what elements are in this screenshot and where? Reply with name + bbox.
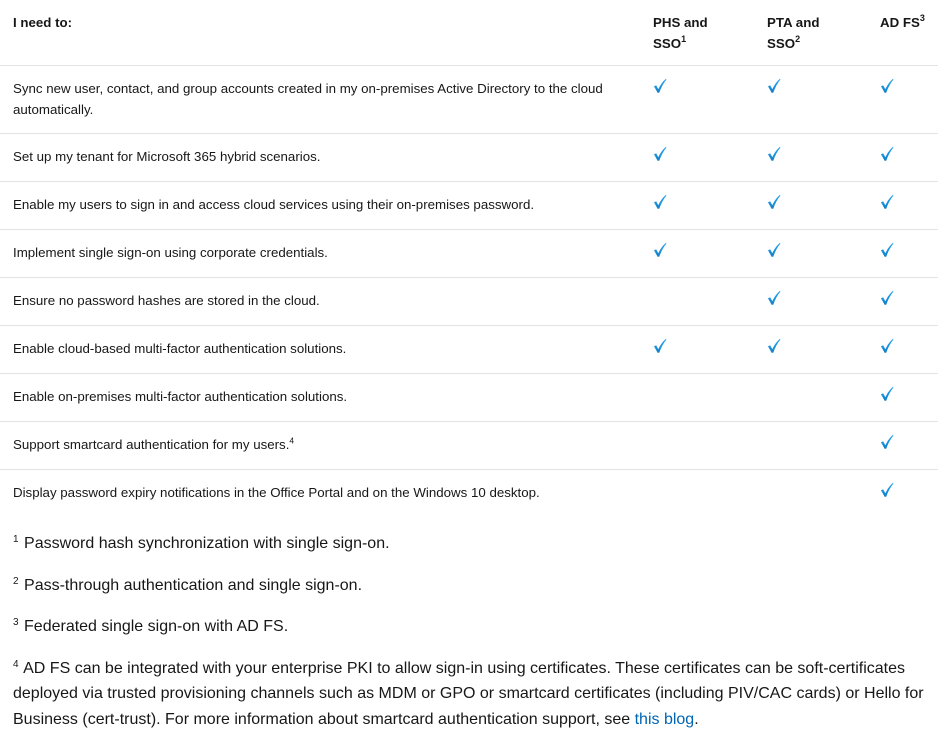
cell-pta-sso (754, 230, 867, 278)
table-row (0, 182, 938, 230)
task-text: Sync new user, contact, and group accounts created in my on-premises Active Directory to the cloud automatically. (13, 81, 603, 117)
table-row (0, 470, 938, 518)
cell-phs-sso (640, 326, 754, 374)
checkmark-icon (880, 242, 894, 258)
blog-link[interactable]: this blog (634, 710, 695, 728)
footnote-2 (13, 573, 927, 599)
cell-pta-sso (754, 326, 867, 374)
task-text: Support smartcard authentication for my users. (13, 437, 290, 452)
checkmark-icon (653, 78, 667, 94)
cell-ad-fs (867, 374, 938, 422)
task-cell (0, 134, 640, 182)
cell-pta-sso (754, 374, 867, 422)
checkmark-icon (653, 194, 667, 210)
footnote-1 (13, 531, 927, 557)
cell-ad-fs (867, 278, 938, 326)
cell-pta-sso (754, 66, 867, 134)
cell-ad-fs (867, 66, 938, 134)
cell-pta-sso (754, 470, 867, 518)
cell-pta-sso (754, 422, 867, 470)
cell-phs-sso (640, 134, 754, 182)
checkmark-icon (880, 290, 894, 306)
task-cell (0, 66, 640, 134)
table-row (0, 66, 938, 134)
header-label: PTA and SSO (767, 15, 820, 51)
footnote-text-end: . (694, 710, 699, 728)
cell-ad-fs (867, 422, 938, 470)
table-row (0, 422, 938, 470)
table-row (0, 278, 938, 326)
checkmark-icon (880, 78, 894, 94)
checkmark-icon (880, 338, 894, 354)
checkmark-icon (880, 146, 894, 162)
checkmark-icon (880, 434, 894, 450)
cell-ad-fs (867, 182, 938, 230)
task-text: Enable on-premises multi-factor authentication solutions. (13, 389, 348, 404)
header-label: PHS and SSO (653, 15, 708, 51)
table-row (0, 134, 938, 182)
footnote-ref: 3 (919, 12, 925, 23)
task-cell (0, 278, 640, 326)
task-text: Set up my tenant for Microsoft 365 hybrid scenarios. (13, 149, 321, 164)
checkmark-icon (880, 482, 894, 498)
task-text: Enable my users to sign in and access cloud services using their on-premises password. (13, 197, 535, 212)
checkmark-icon (767, 194, 781, 210)
table-header-row (0, 0, 938, 66)
footnote-ref: 2 (795, 33, 801, 44)
task-cell (0, 326, 640, 374)
task-text: Implement single sign-on using corporate credentials. (13, 245, 328, 260)
footnote-3 (13, 614, 927, 640)
cell-phs-sso (640, 422, 754, 470)
checkmark-icon (880, 194, 894, 210)
task-text: Ensure no password hashes are stored in the cloud. (13, 293, 320, 308)
cell-ad-fs (867, 326, 938, 374)
cell-phs-sso (640, 470, 754, 518)
footnote-4 (13, 656, 927, 733)
footnote-text: AD FS can be integrated with your enterprise PKI to allow sign-in using certificates. These certificates can be soft-certificates deployed via trusted provisioning channels such as MDM or GPO or smartcard certificates (including PIV/CAC cards) or Hello for Business (cert-trust). For more information about smartcard authentication support, see (13, 659, 924, 728)
task-cell (0, 374, 640, 422)
checkmark-icon (653, 338, 667, 354)
cell-pta-sso (754, 278, 867, 326)
footnote-text: Federated single sign-on with AD FS. (24, 618, 289, 635)
header-label: I need to: (13, 15, 73, 30)
checkmark-icon (653, 146, 667, 162)
cell-ad-fs (867, 230, 938, 278)
footnote-text: Password hash synchronization with single sign-on. (24, 535, 390, 552)
footnote-number: 3 (13, 617, 19, 628)
footnote-ref: 4 (289, 435, 295, 446)
task-text: Display password expiry notifications in the Office Portal and on the Windows 10 desktop. (13, 485, 540, 500)
table-row (0, 374, 938, 422)
cell-phs-sso (640, 182, 754, 230)
cell-phs-sso (640, 66, 754, 134)
checkmark-icon (767, 290, 781, 306)
task-cell (0, 230, 640, 278)
footnote-ref: 1 (681, 33, 687, 44)
cell-phs-sso (640, 374, 754, 422)
checkmark-icon (767, 146, 781, 162)
header-phs-sso (640, 0, 754, 66)
table-row (0, 230, 938, 278)
checkmark-icon (767, 338, 781, 354)
header-label: AD FS (880, 15, 920, 30)
footnotes (0, 517, 940, 732)
table-row (0, 326, 938, 374)
task-cell (0, 470, 640, 518)
header-pta-sso (754, 0, 867, 66)
task-cell (0, 422, 640, 470)
task-text: Enable cloud-based multi-factor authentication solutions. (13, 341, 347, 356)
cell-pta-sso (754, 182, 867, 230)
checkmark-icon (880, 386, 894, 402)
checkmark-icon (767, 78, 781, 94)
cell-phs-sso (640, 278, 754, 326)
header-ad-fs (867, 0, 938, 66)
footnote-number: 4 (13, 658, 19, 670)
task-cell (0, 182, 640, 230)
cell-ad-fs (867, 134, 938, 182)
footnote-text: Pass-through authentication and single sign-on. (24, 576, 363, 594)
cell-pta-sso (754, 134, 867, 182)
footnote-number: 1 (13, 534, 19, 545)
checkmark-icon (653, 242, 667, 258)
header-task (0, 0, 640, 66)
checkmark-icon (767, 242, 781, 258)
cell-ad-fs (867, 470, 938, 518)
cell-phs-sso (640, 230, 754, 278)
footnote-number: 2 (13, 575, 19, 587)
